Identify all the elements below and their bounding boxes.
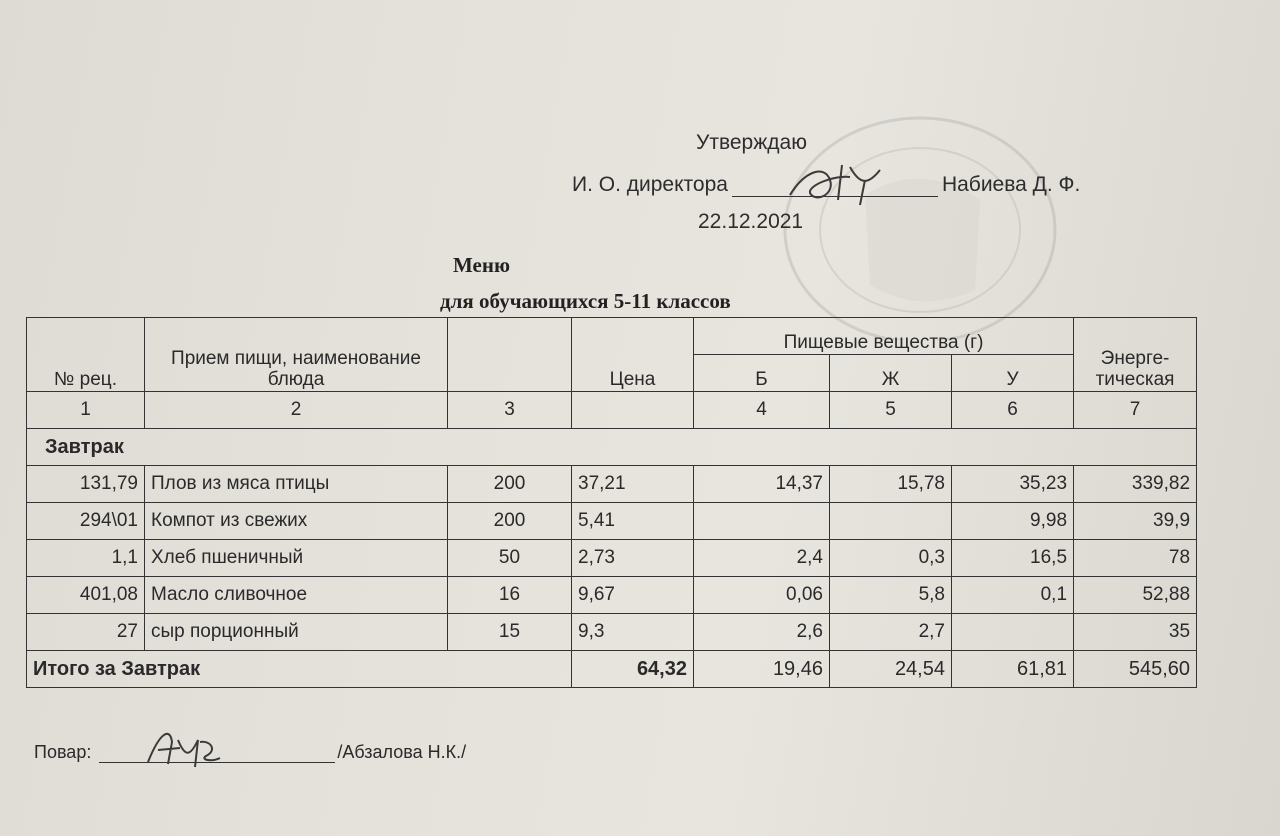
protein: 0,06: [694, 577, 830, 614]
price: 9,3: [572, 614, 694, 651]
price: 37,21: [572, 466, 694, 503]
portion: 16: [448, 577, 572, 614]
energy: 39,9: [1074, 503, 1197, 540]
total-carbs: 61,81: [952, 651, 1074, 688]
fat: 0,3: [830, 540, 952, 577]
dish-name: Масло сливочное: [145, 577, 448, 614]
colnum-6: 6: [952, 392, 1074, 429]
protein: 14,37: [694, 466, 830, 503]
total-label: Итого за Завтрак: [27, 651, 572, 688]
cook-signature: [140, 722, 225, 777]
table-row: [27, 614, 1197, 651]
protein: [694, 503, 830, 540]
header-nutrients: Пищевые вещества (г): [694, 318, 1074, 355]
menu-table: [26, 317, 1197, 688]
fat: 15,78: [830, 466, 952, 503]
portion: 50: [448, 540, 572, 577]
rec-no: 131,79: [27, 466, 145, 503]
document-subtitle: для обучающихся 5-11 классов: [440, 289, 731, 313]
header-b: Б: [694, 355, 830, 392]
cook-signature-line: [34, 742, 466, 763]
price: 5,41: [572, 503, 694, 540]
energy: 78: [1074, 540, 1197, 577]
column-number-row: [27, 392, 1197, 429]
fat: [830, 503, 952, 540]
header-energy: Энерге- тическая: [1074, 318, 1197, 392]
dish-name: сыр порционный: [145, 614, 448, 651]
table-row: [27, 577, 1197, 614]
price: 9,67: [572, 577, 694, 614]
approval-date: 22.12.2021: [698, 210, 804, 233]
portion: 200: [448, 503, 572, 540]
colnum-blank: [572, 392, 694, 429]
protein: 2,6: [694, 614, 830, 651]
rec-no: 294\01: [27, 503, 145, 540]
energy: 52,88: [1074, 577, 1197, 614]
energy: 339,82: [1074, 466, 1197, 503]
carbs: [952, 614, 1074, 651]
header-meal: Прием пищи, наименование блюда: [145, 318, 448, 392]
table-row: [27, 540, 1197, 577]
rec-no: 27: [27, 614, 145, 651]
table-row: [27, 466, 1197, 503]
director-name: Набиева Д. Ф.: [941, 173, 1081, 196]
colnum-3: 3: [448, 392, 572, 429]
colnum-4: 4: [694, 392, 830, 429]
price: 2,73: [572, 540, 694, 577]
approval-title: Утверждаю: [696, 131, 807, 154]
carbs: 35,23: [952, 466, 1074, 503]
colnum-5: 5: [830, 392, 952, 429]
section-title: Завтрак: [27, 429, 1197, 466]
header-rec-no: № рец.: [27, 318, 145, 392]
dish-name: Хлеб пшеничный: [145, 540, 448, 577]
table-header-row: [27, 318, 1197, 355]
dish-name: Плов из мяса птицы: [145, 466, 448, 503]
header-zh: Ж: [830, 355, 952, 392]
dish-name: Компот из свежих: [145, 503, 448, 540]
total-row: [27, 651, 1197, 688]
colnum-2: 2: [145, 392, 448, 429]
fat: 2,7: [830, 614, 952, 651]
energy: 35: [1074, 614, 1197, 651]
carbs: 16,5: [952, 540, 1074, 577]
cook-label: Повар:: [34, 742, 92, 762]
colnum-7: 7: [1074, 392, 1197, 429]
total-fat: 24,54: [830, 651, 952, 688]
fat: 5,8: [830, 577, 952, 614]
carbs: 9,98: [952, 503, 1074, 540]
section-row: [27, 429, 1197, 466]
total-protein: 19,46: [694, 651, 830, 688]
document-title: Меню: [453, 253, 511, 277]
rec-no: 401,08: [27, 577, 145, 614]
colnum-1: 1: [27, 392, 145, 429]
carbs: 0,1: [952, 577, 1074, 614]
total-price: 64,32: [572, 651, 694, 688]
table-row: [27, 503, 1197, 540]
header-price: Цена: [572, 318, 694, 392]
director-position: И. О. директора: [572, 173, 728, 196]
total-energy: 545,60: [1074, 651, 1197, 688]
round-stamp: [770, 100, 1060, 340]
header-u: У: [952, 355, 1074, 392]
header-col3: [448, 318, 572, 392]
portion: 15: [448, 614, 572, 651]
director-signature: [780, 155, 895, 215]
rec-no: 1,1: [27, 540, 145, 577]
protein: 2,4: [694, 540, 830, 577]
cook-name: /Абзалова Н.К./: [337, 742, 467, 762]
portion: 200: [448, 466, 572, 503]
